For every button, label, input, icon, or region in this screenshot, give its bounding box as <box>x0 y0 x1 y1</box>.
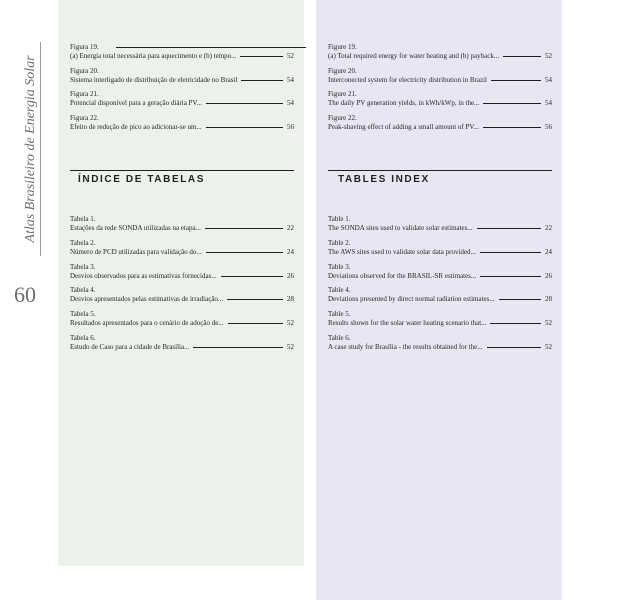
table-title: Estações da rede SONDA utilizadas na etapa... <box>70 224 201 232</box>
table-number: Tabela 6. <box>70 334 96 342</box>
table-entry <box>70 239 294 257</box>
table-title: Número de PCD utilizadas para validação do... <box>70 248 202 256</box>
table-number: Tabela 1. <box>70 215 96 223</box>
figure-entry <box>328 90 552 108</box>
figure-number: Figure 20. <box>328 67 357 75</box>
page-ref: 54 <box>545 76 552 84</box>
table-entry <box>70 334 294 352</box>
figure-number: Figura 22. <box>70 114 99 122</box>
page-ref: 22 <box>287 224 294 232</box>
page-ref: 54 <box>287 76 294 84</box>
table-title: Results shown for the solar water heating scenario that... <box>328 319 487 327</box>
table-number: Tabela 3. <box>70 263 96 271</box>
figure-title: The daily PV generation yields, in kWh/kWp, in the... <box>328 99 480 107</box>
tables-index-heading: ÍNDICE DE TABELAS <box>78 174 206 185</box>
table-entry <box>70 263 294 281</box>
table-title: A case study for Brasília - the results obtained for the... <box>328 343 483 351</box>
figure-entry <box>328 43 552 61</box>
table-entry <box>70 215 294 233</box>
dot-leader <box>483 103 541 104</box>
page-ref: 26 <box>545 272 552 280</box>
table-number: Table 5. <box>328 310 351 318</box>
figure-entry <box>70 114 294 132</box>
portuguese-column <box>58 0 304 566</box>
dot-leader <box>503 56 541 57</box>
dot-leader <box>241 80 283 81</box>
dot-leader <box>221 276 283 277</box>
table-number: Tabela 2. <box>70 239 96 247</box>
table-entry <box>328 239 552 257</box>
dot-leader <box>480 252 541 253</box>
dot-leader <box>499 299 541 300</box>
dot-leader <box>240 56 283 57</box>
page-ref: 28 <box>545 295 552 303</box>
page-ref: 28 <box>287 295 294 303</box>
section-rule <box>328 170 552 171</box>
dot-leader <box>228 323 283 324</box>
figure-entry <box>70 43 294 61</box>
figure-title: Interconected system for electricity distribution in Brazil <box>328 76 488 84</box>
figure-entry <box>70 67 294 85</box>
dot-leader <box>193 347 283 348</box>
english-column <box>316 0 562 600</box>
dot-leader <box>487 347 541 348</box>
table-number: Table 3. <box>328 263 351 271</box>
table-number: Table 2. <box>328 239 351 247</box>
figure-title: Efeito de redução de pico ao adicionar-se um... <box>70 123 202 131</box>
table-title: Deviations observed for the BRASIL-SR estimates... <box>328 272 477 280</box>
page-ref: 54 <box>545 99 552 107</box>
table-title: Desvios apresentados pelas estimativas de irradiação... <box>70 295 224 303</box>
figure-number: Figure 22. <box>328 114 357 122</box>
dot-leader <box>206 103 283 104</box>
figure-number: Figure 19. <box>328 43 357 51</box>
figure-number: Figure 21. <box>328 90 357 98</box>
page-ref: 22 <box>545 224 552 232</box>
table-number: Tabela 4. <box>70 286 96 294</box>
table-entry <box>328 334 552 352</box>
dot-leader <box>480 276 541 277</box>
table-title: The AWS sites used to validate solar data provided... <box>328 248 476 256</box>
figure-title: Sistema interligado de distribuição de eletricidade no Brasil <box>70 76 238 84</box>
table-number: Tabela 5. <box>70 310 96 318</box>
dot-leader <box>206 252 283 253</box>
dot-leader <box>477 228 541 229</box>
table-number: Table 4. <box>328 286 351 294</box>
page-ref: 26 <box>287 272 294 280</box>
page-ref: 52 <box>287 319 294 327</box>
figure-title: (a) Total required energy for water heating and (b) payback... <box>328 52 500 60</box>
page-number: 60 <box>14 282 36 307</box>
dot-leader <box>491 80 541 81</box>
sidebar-divider <box>40 42 41 256</box>
figure-title: Potencial disponível para a geração diária PV... <box>70 99 202 107</box>
page-ref: 52 <box>287 52 294 60</box>
page-ref: 52 <box>545 319 552 327</box>
page-ref: 52 <box>287 343 294 351</box>
dot-leader <box>227 299 283 300</box>
table-entry <box>328 310 552 328</box>
table-title: The SONDA sites used to validate solar estimates... <box>328 224 473 232</box>
figure-number: Figura 21. <box>70 90 99 98</box>
figure-number: Figura 19. <box>70 43 99 51</box>
figure-title: Peak-shaving effect of adding a small amount of PV... <box>328 123 479 131</box>
figure-number: Figura 20. <box>70 67 99 75</box>
figure-entry <box>70 90 294 108</box>
table-entry <box>70 310 294 328</box>
figure-title: (a) Energia total necessária para aquecimento e (b) tempo... <box>70 52 237 60</box>
page-ref: 24 <box>545 248 552 256</box>
page-ref: 24 <box>287 248 294 256</box>
dot-leader <box>206 127 283 128</box>
dot-leader <box>483 127 541 128</box>
table-number: Table 1. <box>328 215 351 223</box>
page-ref: 54 <box>287 99 294 107</box>
page-ref: 56 <box>287 123 294 131</box>
book-title: Atlas Brasileiro de Energia Solar <box>23 55 38 243</box>
table-entry <box>328 215 552 233</box>
table-number: Table 6. <box>328 334 351 342</box>
dot-leader <box>205 228 283 229</box>
page-ref: 56 <box>545 123 552 131</box>
figure-entry <box>328 114 552 132</box>
figure-entry <box>328 67 552 85</box>
section-rule <box>70 170 294 171</box>
page-ref: 52 <box>545 343 552 351</box>
table-title: Resultados apresentados para o cenário de adoção de... <box>70 319 224 327</box>
table-entry <box>70 286 294 304</box>
table-title: Desvios observados para as estimativas fornecidas... <box>70 272 217 280</box>
table-title: Deviations presented by direct normal radiation estimates... <box>328 295 495 303</box>
table-entry <box>328 286 552 304</box>
table-title: Estudo de Caso para a cidade de Brasília... <box>70 343 190 351</box>
table-entry <box>328 263 552 281</box>
book-title-vertical <box>22 40 40 258</box>
dot-leader <box>490 323 541 324</box>
tables-index-heading: TABLES INDEX <box>338 174 430 185</box>
page-ref: 52 <box>545 52 552 60</box>
